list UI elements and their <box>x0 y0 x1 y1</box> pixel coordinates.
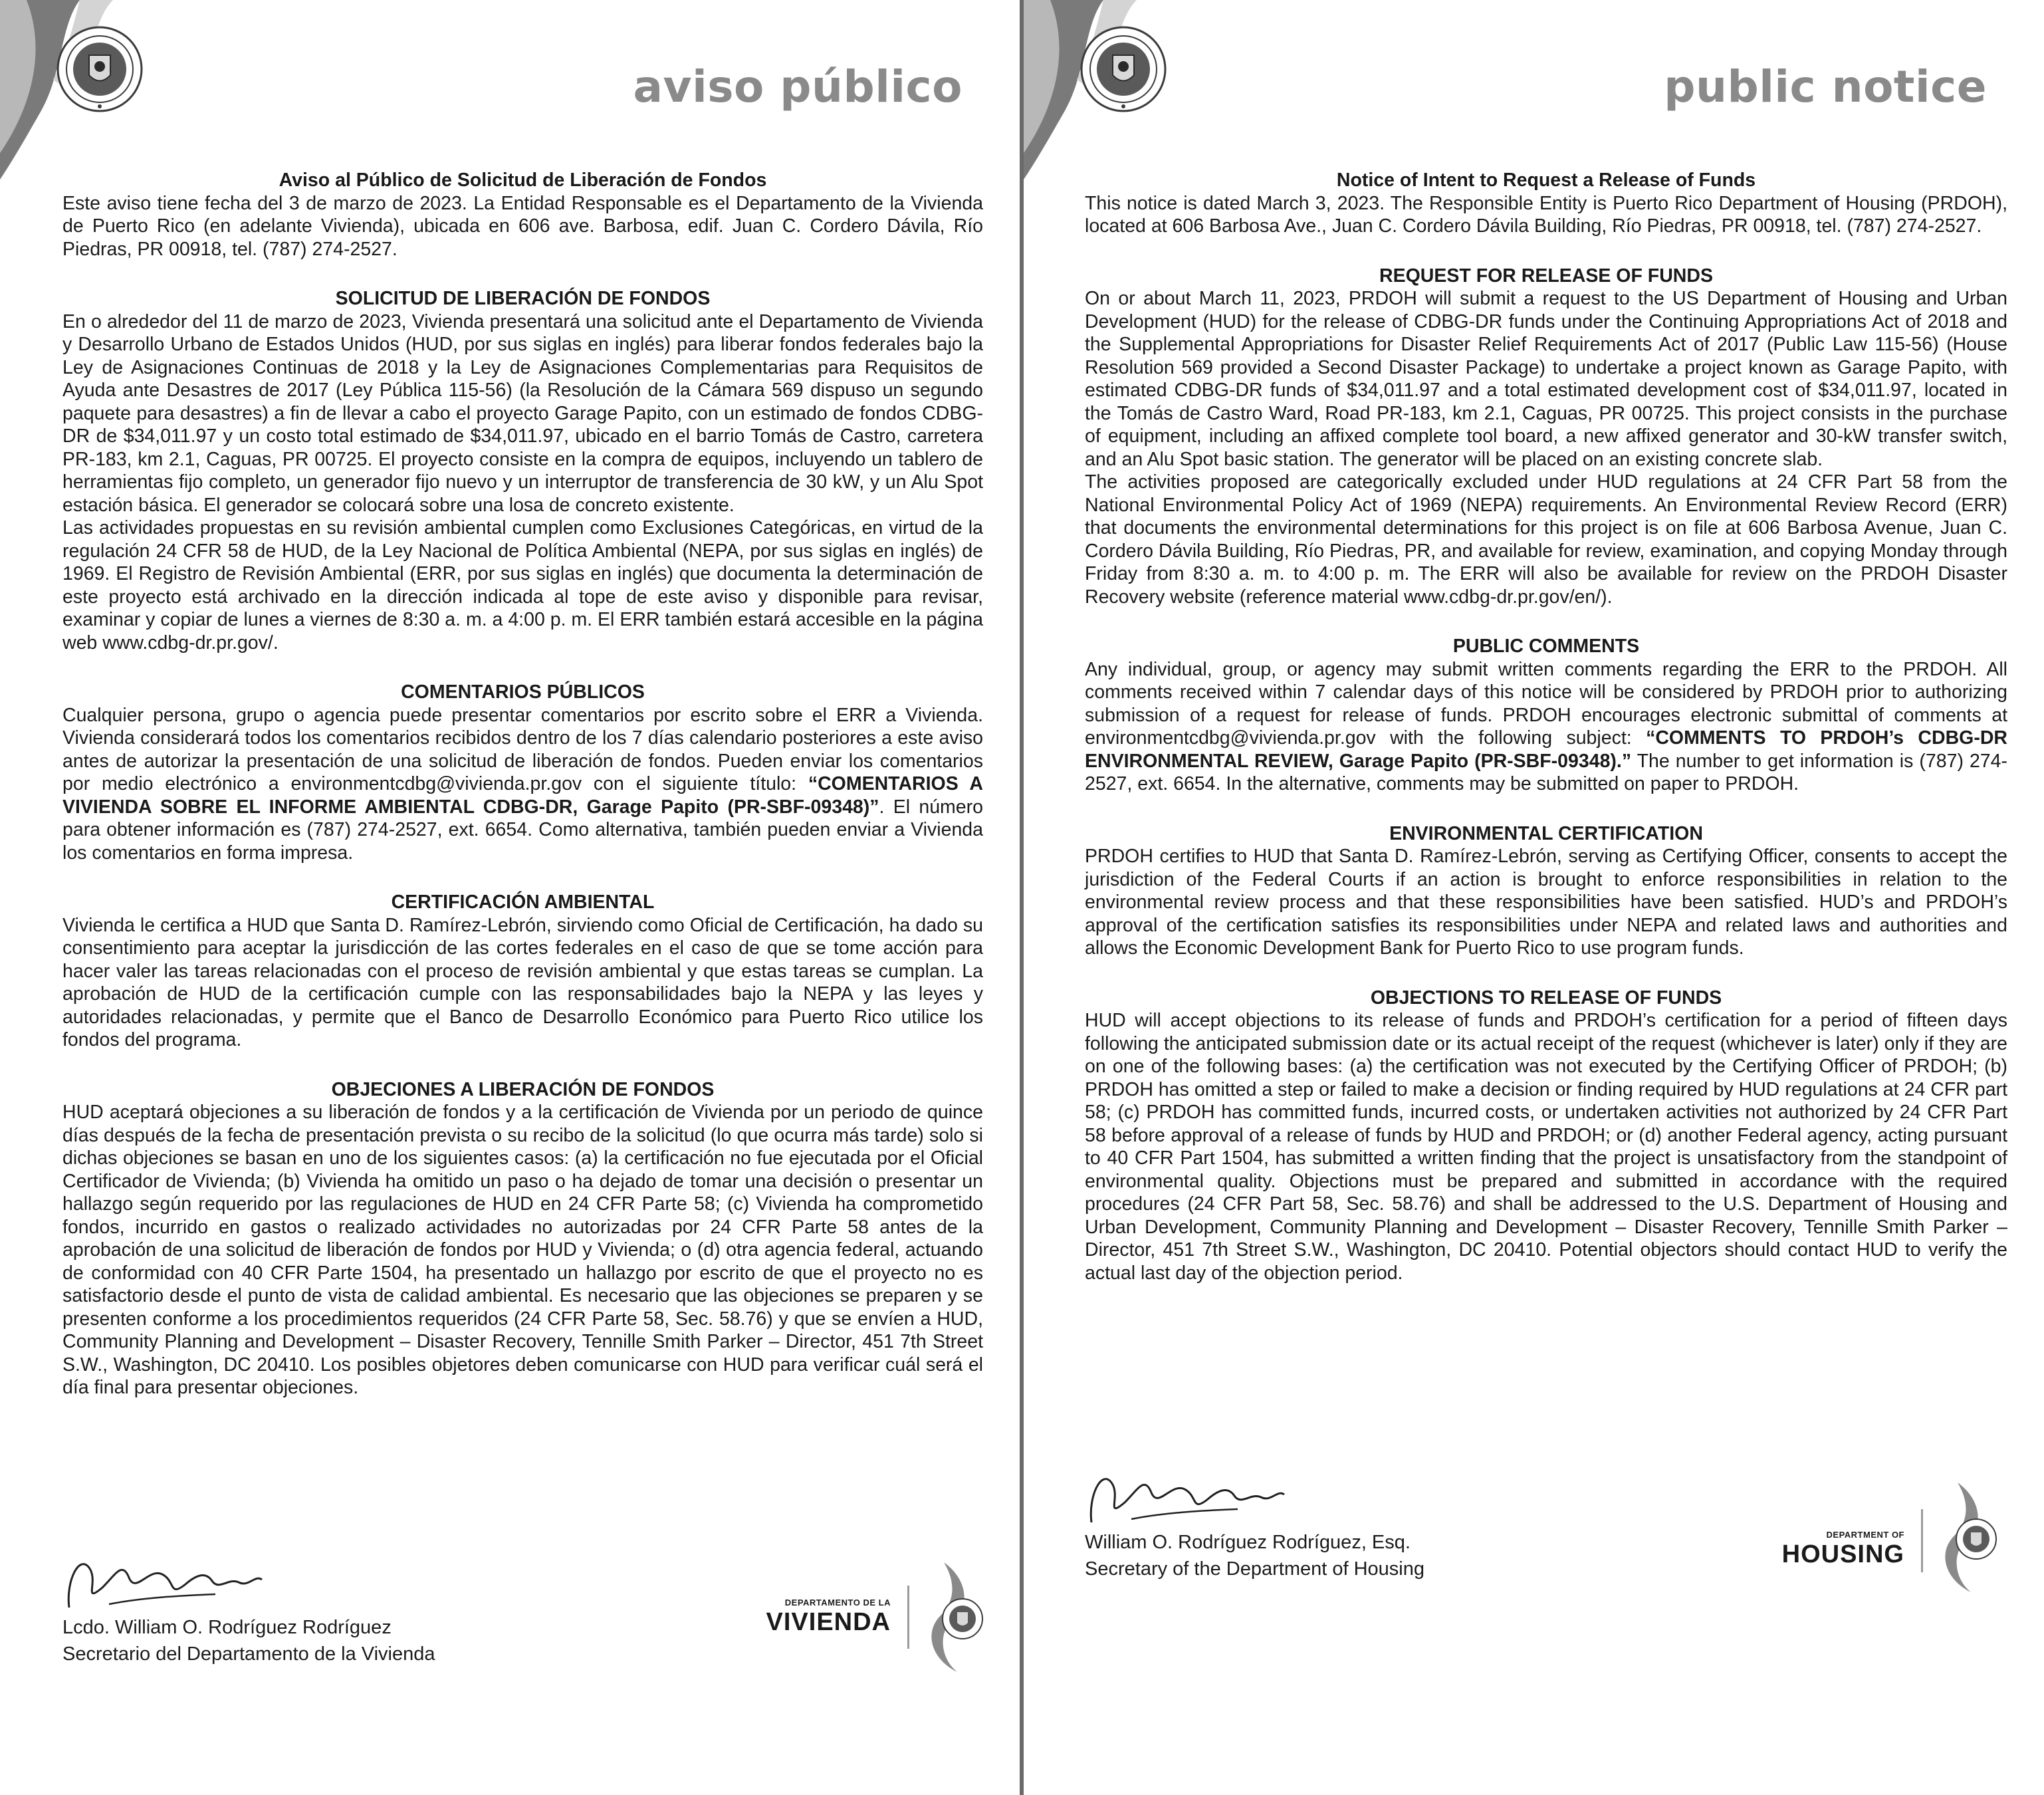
notice-body <box>1085 169 2007 1284</box>
release-request-paragraph: En o alrededor del 11 de marzo de 2023, Vivienda presentará una solicitud ante el Departamento de Vivienda y Desarrollo Urbano de Estados Unidos (HUD, por sus siglas en inglés) para liberar fondos federales bajo la Ley de Asignaciones Continuas de 2018 y la Ley de Asignaciones Complementarias para Requisitos de Ayuda ante Desastres de 2017 (Ley Pública 115-56) (la Resolución de la Cámara 569 dispuso un segundo paquete para desastres) a fin de llevar a cabo el proyecto Garage Papito, con un estimado de fondos CDBG-DR de $34,011.97 y un costo total estimado de $34,011.97, ubicado en el barrio Tomás de Castro, carretera PR-183, km 2.1, Caguas, PR 00725. El proyecto consiste en la compra de equipos, incluyendo un tablero de herramientas fijo completo, un generador fijo nuevo y un interruptor de transferencia de 30 kW, y un Alu Spot estación básica. El generador se colocará sobre una losa de concreto existente. <box>62 310 983 516</box>
logo-subtitle: DEPARTMENT OF <box>1826 1530 1904 1540</box>
masthead-title: aviso público <box>633 61 963 112</box>
intro-paragraph: This notice is dated March 3, 2023. The Responsible Entity is Puerto Rico Department of Housing (PRDOH), located at 606 Barbosa Ave., Juan C. Cordero Dávila Building, Río Piedras, PR 00918, tel. (787) 274-2527. <box>1085 192 2007 237</box>
signature-icon <box>62 1541 342 1614</box>
notice-body <box>62 169 983 1399</box>
signer-title: Secretario del Departamento de la Vivienda <box>62 1643 435 1665</box>
signer-name: Lcdo. William O. Rodríguez Rodríguez <box>62 1617 392 1638</box>
section-heading-objections: OBJECIONES A LIBERACIÓN DE FONDOS <box>331 1078 715 1100</box>
logo-divider <box>907 1586 909 1649</box>
department-logo <box>711 1559 990 1675</box>
signer-title: Secretary of the Department of Housing <box>1085 1558 1424 1580</box>
masthead-title: public notice <box>1664 61 1987 112</box>
notice-title: Notice of Intent to Request a Release of Funds <box>1336 170 1756 191</box>
english-notice-column <box>1022 0 2044 1795</box>
signer-name: William O. Rodríguez Rodríguez, Esq. <box>1085 1532 1411 1553</box>
environmental-review-paragraph: Las actividades propuestas en su revisión ambiental cumplen como Exclusiones Categóricas, en virtud de la regulación 24 CFR 58 de HUD, de la Ley Nacional de Política Ambiental (NEPA, por sus siglas en inglés) de 1969. El Registro de Revisión Ambiental (ERR, por sus siglas en inglés) que documenta la determinación de este proyecto está archivado en la dirección indicada al tope de este aviso y disponible para revisar, examinar y copiar de lunes a viernes de 8:30 a. m. a 4:00 p. m. El ERR también estará accesible en la página web www.cdbg-dr.pr.gov/. <box>62 517 983 654</box>
section-heading-public-comments: COMENTARIOS PÚBLICOS <box>401 681 645 703</box>
objections-paragraph: HUD aceptará objeciones a su liberación de fondos y a la certificación de Vivienda por un periodo de quince días después de la fecha de presentación prevista o su recibo de la solicitud (lo que ocurra más tarde) solo si dichas objeciones se basan en uno de los siguientes casos: (a) la certificación no fue ejecutada por el Oficial Certificador de Vivienda; (b) Vivienda ha omitido un paso o ha dejado de tomar una decisión o presentar un hallazgo según requerido por las regulaciones de HUD en 24 CFR Parte 58; (c) Vivienda ha comprometido fondos, incurrido en gastos o realizado actividades no autorizadas por 24 CFR Parte 58 antes de la aprobación de una solicitud de liberación de fondos por HUD y Vivienda; o (d) otra agencia federal, actuando de conformidad con 40 CFR Parte 1504, ha presentado un hallazgo por escrito de que el proyecto no es satisfactorio desde el punto de vista de calidad ambiental. Es necesario que las objeciones se preparen y se presenten conforme a los procedimientos requeridos (24 CFR Parte 58, Sec. 58.76) y que se envíen a HUD, Community Planning and Development – Disaster Recovery, Tennille Smith Parker – Director, 451 7th Street S.W., Washington, DC 20410. Los posibles objetores deben comunicarse con HUD para verificar cuál será el día final para presentar objeciones. <box>62 1102 983 1398</box>
section-heading-certification: ENVIRONMENTAL CERTIFICATION <box>1389 822 1703 844</box>
logo-title: HOUSING <box>1781 1540 1904 1568</box>
comment-subject-line: “COMENTARIOS A VIVIENDA SOBRE EL INFORME AMBIENTAL CDBG-DR, Garage Papito (PR-SBF-09348)” <box>62 773 984 818</box>
notice-title: Aviso al Público de Solicitud de Liberación de Fondos <box>279 170 767 191</box>
section-heading-release-request: REQUEST FOR RELEASE OF FUNDS <box>1379 265 1713 287</box>
puerto-rico-seal-icon <box>56 25 144 113</box>
logo-divider <box>1921 1509 1923 1572</box>
comment-subject-line: “COMMENTS TO PRDOH’s CDBG-DR ENVIRONMENTAL REVIEW, Garage Papito (PR-SBF-09348).” <box>1085 727 2007 772</box>
logo-subtitle: DEPARTAMENTO DE LA <box>784 1598 891 1608</box>
certification-paragraph: Vivienda le certifica a HUD que Santa D. Ramírez-Lebrón, sirviendo como Oficial de Certificación, ha dado su consentimiento para aceptar la jurisdicción de las cortes federales en el caso de que se tome acción para hacer valer las tareas relacionadas con el proceso de revisión ambiental y que estas tareas se cumplan. La aprobación de HUD de la certificación cumple con las responsabilidades bajo la NEPA y las leyes y autoridades relacionadas, y permite que el Banco de Desarrollo Económico para Puerto Rico utilice los fondos del programa. <box>62 914 983 1050</box>
department-logo <box>1725 1479 2004 1596</box>
public-comments-paragraph: Cualquier persona, grupo o agencia puede presentar comentarios por escrito sobre el ERR a Vivienda. Vivienda considerará todos los comentarios recibidos dentro de los 7 días calendario posteriores a este aviso antes de autorizar la presentación de una solicitud de liberación de fondos. Pueden enviar los comentarios por medio electrónico a environmentcdbg@vivienda.pr.gov con el siguiente título: “COMENTARIOS A VIVIENDA SOBRE EL INFORME AMBIENTAL CDBG-DR, Garage Papito (PR-SBF-09348)”. El número para obtener información es (787) 274-2527, ext. 6654. Como alternativa, también pueden enviar a Vivienda los comentarios en forma impresa. <box>62 704 984 864</box>
signature-icon <box>1085 1456 1364 1529</box>
section-heading-release-request: SOLICITUD DE LIBERACIÓN DE FONDOS <box>335 288 711 309</box>
section-heading-certification: CERTIFICACIÓN AMBIENTAL <box>391 892 655 913</box>
swirl-seal-icon <box>1931 1479 2004 1596</box>
section-heading-objections: OBJECTIONS TO RELEASE OF FUNDS <box>1370 987 1722 1009</box>
swirl-seal-icon <box>917 1559 990 1675</box>
signature-block <box>62 1541 528 1667</box>
release-request-paragraph: On or about March 11, 2023, PRDOH will submit a request to the US Department of Housing and Urban Development (HUD) for the release of CDBG-DR funds under the Continuing Appropriations Act of 2018 and the Supplemental Appropriations for Disaster Relief Requirements Act of 2017 (Public Law 115-56) (House Resolution 569 provided a Second Disaster Package) to undertake a project known as Garage Papito, with estimated CDBG-DR funds of $34,011.97 and a total estimated development cost of $34,011.97, located in the Tomás de Castro Ward, Road PR-183, km 2.1, Caguas, PR 00725. This project consists in the purchase of equipment, including an affixed complete tool board, a new affixed generator and 30-kW transfer switch, and an Alu Spot basic station. The generator will be placed on an existing concrete slab. <box>1085 288 2007 470</box>
signature-block <box>1085 1456 1550 1582</box>
section-heading-public-comments: PUBLIC COMMENTS <box>1452 636 1640 657</box>
environmental-review-paragraph: The activities proposed are categorically excluded under HUD regulations at 24 CFR Part 58 from the National Environmental Policy Act of 1969 (NEPA) requirements. An Environmental Review Record (ERR) that documents the environmental determinations for this project is on file at 606 Barbosa Avenue, Juan C. Cordero Dávila Building, Río Piedras, PR, and available for review, examination, and copying Monday through Friday from 8:30 a. m. to 4:00 p. m. The ERR will also be available for review on the PRDOH Disaster Recovery website (reference material www.cdbg-dr.pr.gov/en/). <box>1085 471 2007 608</box>
puerto-rico-seal-icon <box>1079 25 1167 113</box>
logo-title: VIVIENDA <box>766 1608 891 1636</box>
public-comments-paragraph: Any individual, group, or agency may submit written comments regarding the ERR to the PRDOH. All comments received within 7 calendar days of this notice will be considered by PRDOH prior to authorizing submission of a request for release of funds. PRDOH encourages electronic submittal of comments at environmentcdbg@vivienda.pr.gov with the following subject: “COMMENTS TO PRDOH’s CDBG-DR ENVIRONMENTAL REVIEW, Garage Papito (PR-SBF-09348).” The number to get information is (787) 274-2527, ext. 6654. In the alternative, comments may be submitted on paper to PRDOH. <box>1085 658 2007 794</box>
objections-paragraph: HUD will accept objections to its release of funds and PRDOH’s certification for a period of fifteen days following the anticipated submission date or its actual receipt of the request (whichever is later) only if they are on one of the following bases: (a) the certification was not executed by the Certifying Officer of PRDOH; (b) PRDOH has omitted a step or failed to make a decision or finding required by HUD regulations at 24 CFR part 58; (c) PRDOH has committed funds, incurred costs, or undertaken activities not authorized by 24 CFR Part 58 before approval of a release of funds by HUD and PRDOH; or (d) another Federal agency, acting pursuant to 40 CFR Part 1504, has submitted a written finding that the project is unsatisfactory from the standpoint of environmental quality. Objections must be prepared and submitted in accordance with the required procedures (24 CFR Part 58, Sec. 58.76) and shall be addressed to the U.S. Department of Housing and Urban Development, Community Planning and Development – Disaster Recovery, Tennille Smith Parker – Director, 451 7th Street S.W., Washington, DC 20410. Potential objectors should contact HUD to verify the actual last day of the objection period. <box>1085 1010 2007 1284</box>
certification-paragraph: PRDOH certifies to HUD that Santa D. Ramírez-Lebrón, serving as Certifying Officer, consents to accept the jurisdiction of the Federal Courts if an action is brought to enforce responsibilities in relation to the environmental review process and that these responsibilities have been satisfied. HUD’s and PRDOH’s approval of the certification satisfies its responsibilities under NEPA and related laws and authorities and allows the Economic Development Bank for Puerto Rico to use program funds. <box>1085 846 2007 959</box>
intro-paragraph: Este aviso tiene fecha del 3 de marzo de 2023. La Entidad Responsable es el Departamento de la Vivienda de Puerto Rico (en adelante Vivienda), ubicada en 606 ave. Barbosa, edif. Juan C. Cordero Dávila, Río Piedras, PR 00918, tel. (787) 274-2527. <box>62 192 983 260</box>
